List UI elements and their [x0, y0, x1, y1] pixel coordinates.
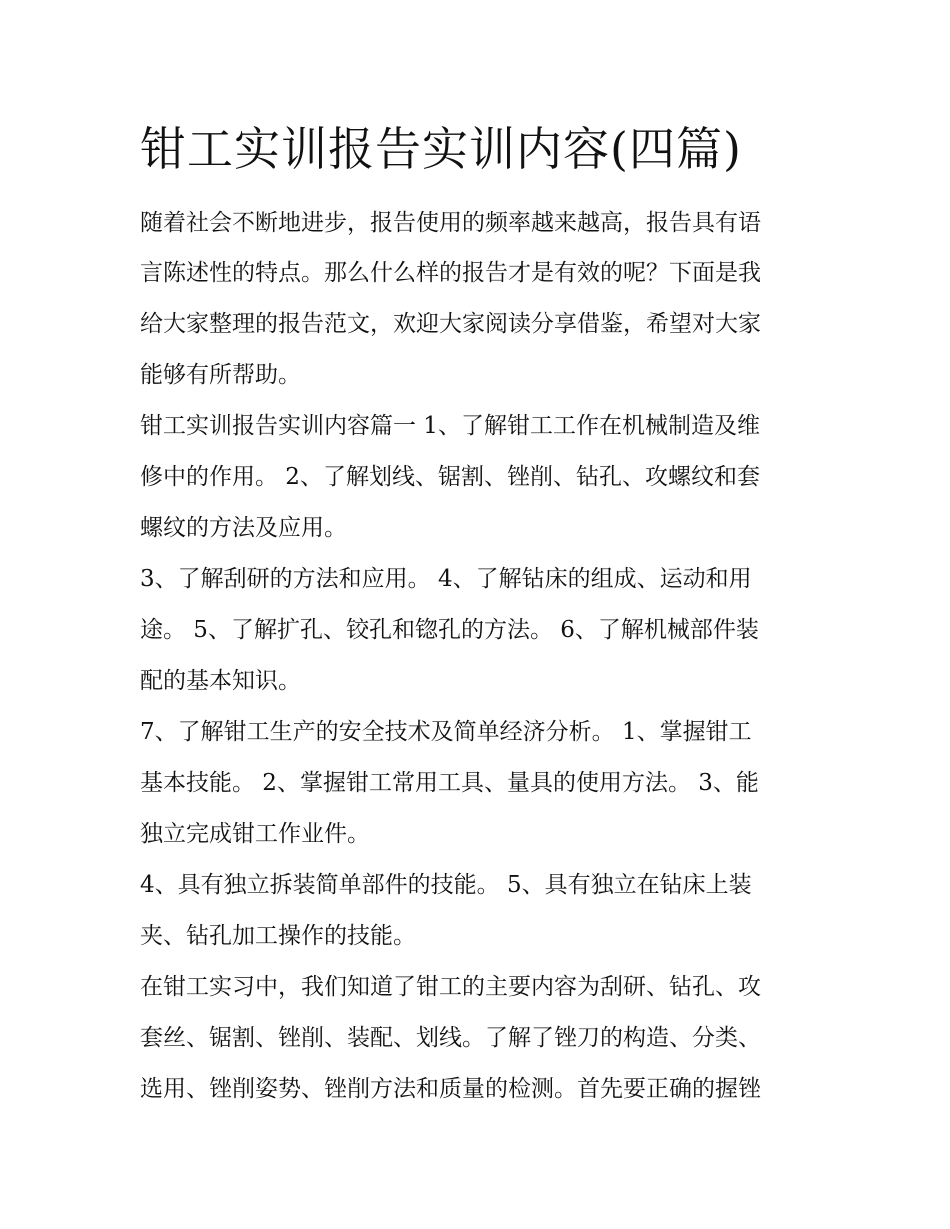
body-line: 随着社会不断地进步，报告使用的频率越来越高，报告具有语	[140, 210, 761, 236]
body-line: 钳工实训报告实训内容篇一 1、了解钳工工作在机械制造及维	[140, 413, 760, 439]
body-line: 7、了解钳工生产的安全技术及简单经济分析。 1、掌握钳工	[140, 719, 752, 745]
body-line: 选用、锉削姿势、锉削方法和质量的检测。首先要正确的握锉	[140, 1076, 761, 1102]
body-line: 修中的作用。 2、了解划线、锯割、锉削、钻孔、攻螺纹和套	[140, 464, 760, 490]
body-line: 3、了解刮研的方法和应用。 4、了解钻床的组成、运动和用	[140, 566, 752, 592]
body-line: 基本技能。 2、掌握钳工常用工具、量具的使用方法。 3、能	[140, 770, 759, 796]
page-title: 钳工实训报告实训内容(四篇)	[140, 122, 742, 176]
body-line: 配的基本知识。	[140, 668, 301, 694]
body-line: 独立完成钳工作业件。	[140, 821, 370, 847]
body-line: 套丝、锯割、锉削、装配、划线。了解了锉刀的构造、分类、	[140, 1025, 761, 1051]
body-line: 在钳工实习中，我们知道了钳工的主要内容为刮研、钻孔、攻	[140, 974, 761, 1000]
body-line: 给大家整理的报告范文，欢迎大家阅读分享借鉴，希望对大家	[140, 311, 761, 337]
body-line: 言陈述性的特点。那么什么样的报告才是有效的呢？下面是我	[140, 260, 761, 286]
body-line: 夹、钻孔加工操作的技能。	[140, 923, 416, 949]
body-line: 途。 5、了解扩孔、铰孔和锪孔的方法。 6、了解机械部件装	[140, 617, 759, 643]
body-line: 4、具有独立拆装简单部件的技能。 5、具有独立在钻床上装	[140, 872, 752, 898]
body-line: 螺纹的方法及应用。	[140, 515, 347, 541]
body-line: 能够有所帮助。	[140, 362, 301, 388]
